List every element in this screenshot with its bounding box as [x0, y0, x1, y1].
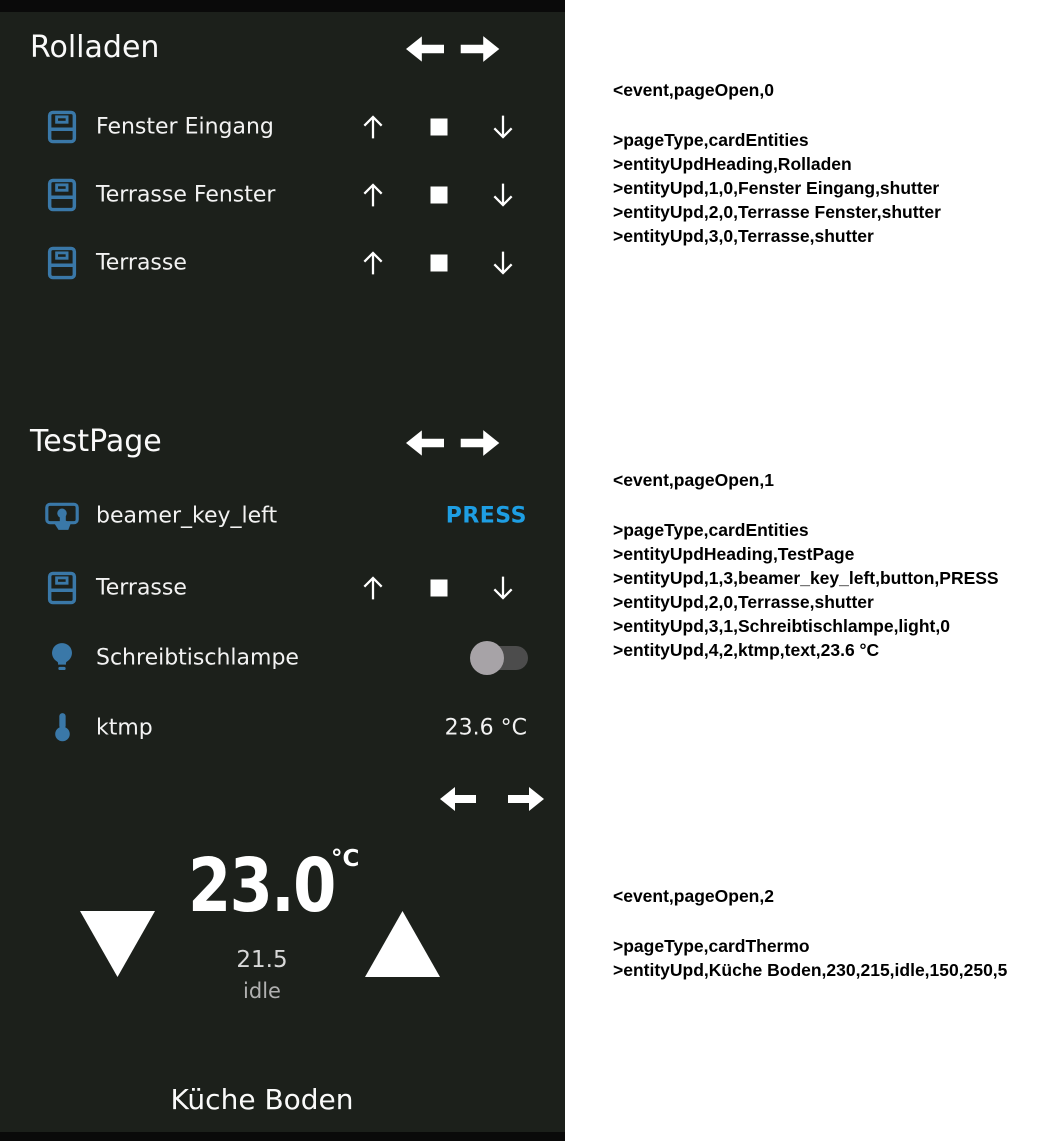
log-line: >entityUpd,1,3,beamer_key_left,button,PRESS: [613, 568, 999, 588]
log-block-page1: [613, 468, 1045, 662]
log-block-page0: [613, 78, 1045, 248]
log-line: >pageType,cardEntities: [613, 130, 809, 150]
temp-up-button[interactable]: [365, 911, 440, 977]
log-line: >entityUpd,2,0,Terrasse,shutter: [613, 592, 874, 612]
entity-label: ktmp: [96, 715, 153, 741]
entity-label: beamer_key_left: [96, 503, 278, 529]
page-next-button[interactable]: [508, 785, 544, 813]
page-nav: [440, 785, 544, 813]
log-block-page2: [613, 884, 1045, 982]
log-line: >entityUpd,3,1,Schreibtischlampe,light,0: [613, 616, 950, 636]
log-line: <event,pageOpen,0: [613, 80, 774, 100]
page-title: Rolladen: [30, 30, 160, 65]
setpoint-temperature: 21.5: [236, 947, 288, 973]
entity-label: Schreibtischlampe: [96, 645, 299, 671]
temperature-value: 23.6 °C: [444, 715, 527, 741]
temp-down-button[interactable]: [80, 911, 155, 977]
log-line: <event,pageOpen,1: [613, 470, 774, 490]
log-line: >entityUpd,4,2,ktmp,text,23.6 °C: [613, 640, 880, 660]
entity-label: Terrasse Fenster: [96, 182, 276, 208]
log-line: >entityUpdHeading,TestPage: [613, 544, 855, 564]
page-prev-button[interactable]: [440, 785, 476, 813]
thermostat-name: Küche Boden: [170, 1083, 354, 1116]
log-line: >pageType,cardThermo: [613, 936, 810, 956]
panel-bottom-edge: [0, 1132, 565, 1141]
log-blank-line: [613, 908, 1045, 934]
entity-label: Terrasse: [96, 250, 187, 276]
entity-label: Terrasse: [96, 575, 187, 601]
entity-label: Fenster Eingang: [96, 114, 274, 140]
log-line: >entityUpd,Küche Boden,230,215,idle,150,250,5: [613, 960, 1008, 980]
log-blank-line: [613, 492, 1045, 518]
press-button[interactable]: PRESS: [445, 503, 527, 529]
page-title: TestPage: [30, 424, 162, 459]
log-line: >pageType,cardEntities: [613, 520, 809, 540]
log-line: >entityUpd,1,0,Fenster Eingang,shutter: [613, 178, 940, 198]
log-blank-line: [613, 102, 1045, 128]
log-line: >entityUpd,3,0,Terrasse,shutter: [613, 226, 874, 246]
log-line: >entityUpdHeading,Rolladen: [613, 154, 852, 174]
hvac-state: idle: [243, 979, 281, 1003]
current-temperature: 23.0: [188, 843, 335, 929]
log-line: >entityUpd,2,0,Terrasse Fenster,shutter: [613, 202, 941, 222]
log-line: <event,pageOpen,2: [613, 886, 774, 906]
temperature-unit: °C: [331, 846, 360, 872]
